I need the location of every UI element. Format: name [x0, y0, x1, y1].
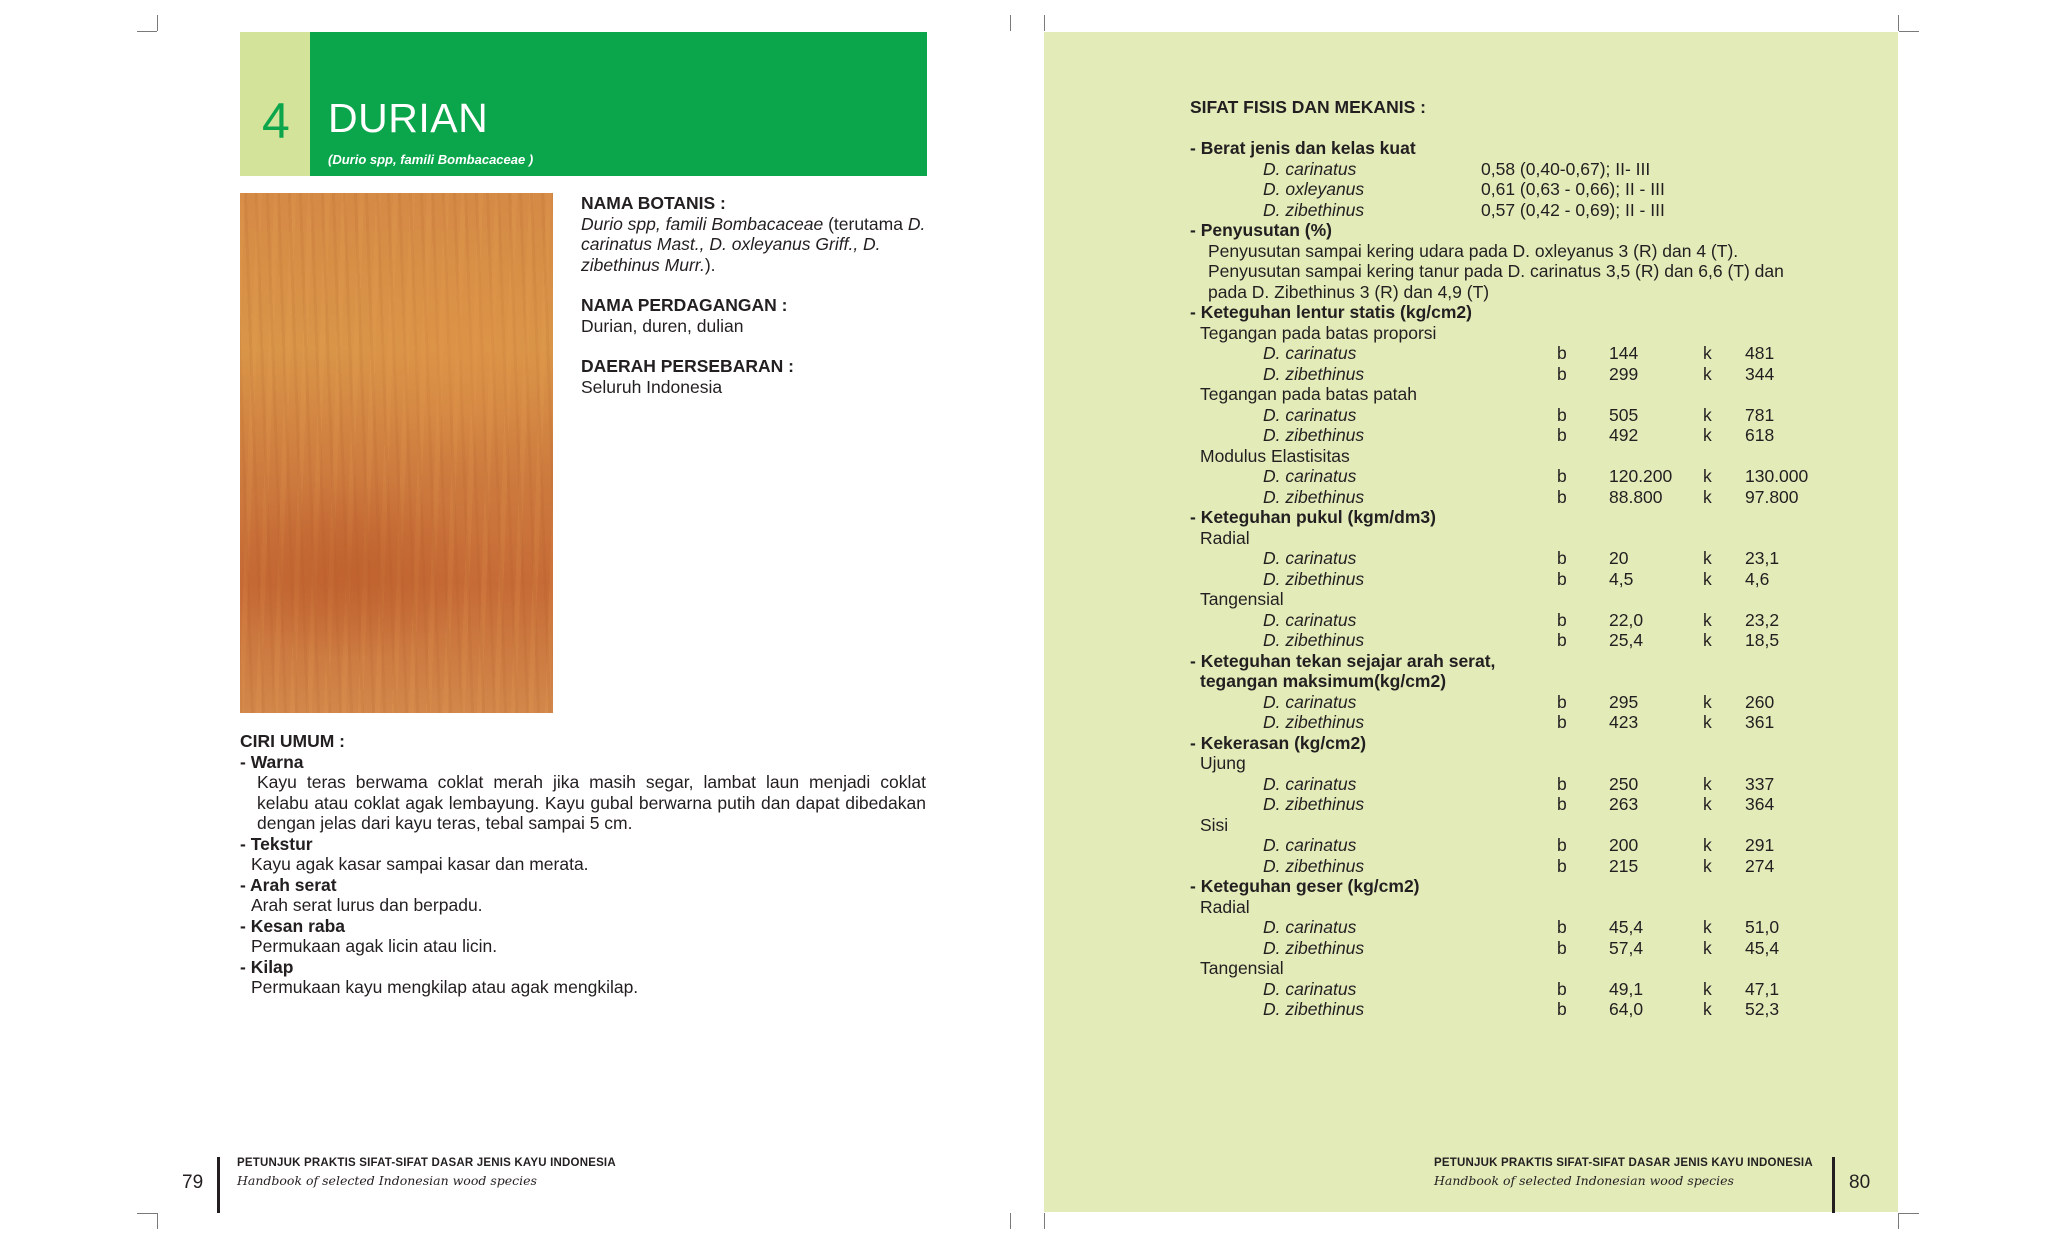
b-value: 299 — [1609, 363, 1639, 384]
species-name: D. carinatus — [1263, 978, 1357, 999]
k-label: k — [1703, 712, 1712, 732]
k-value: 361 — [1745, 712, 1775, 732]
b-value: 215 — [1609, 855, 1639, 876]
species-name: D. carinatus — [1263, 917, 1357, 937]
char-text: Permukaan kayu mengkilap atau agak mengkilap. — [251, 977, 639, 997]
k-label: k — [1703, 609, 1712, 630]
k-label: k — [1703, 691, 1712, 712]
b-label: b — [1557, 773, 1567, 794]
crop-mark — [1044, 1213, 1045, 1229]
density-row — [1190, 179, 1890, 200]
section-title: - Keteguhan tekan sejajar arah serat, — [1190, 650, 1496, 671]
k-label: k — [1703, 794, 1712, 814]
b-value: 423 — [1609, 712, 1639, 732]
char-text: Arah serat lurus dan berpadu. — [251, 895, 483, 915]
b-value: 64,0 — [1609, 999, 1644, 1019]
char-text: Kayu teras berwama coklat merah jika masih segar, lambat laun menjadi coklat kelabu atau coklat agak lembayung. Kayu gubal berwarna putih dan dapat dibedakan dengan jelas dari kayu teras, tebal sampai 5 cm. — [257, 772, 926, 833]
value-row — [1190, 856, 1890, 877]
density-value: 0,61 (0,63 - 0,66); II - III — [1481, 179, 1665, 199]
k-label: k — [1703, 855, 1712, 876]
shrinkage-line: pada D. Zibethinus 3 (R) dan 4,9 (T) — [1208, 281, 1490, 302]
value-row — [1190, 425, 1890, 446]
k-value: 51,0 — [1745, 917, 1780, 937]
char-title: - Kesan raba — [240, 915, 346, 936]
b-label: b — [1557, 343, 1567, 363]
b-value: 120.200 — [1609, 466, 1673, 486]
species-name: D. oxleyanus — [1263, 179, 1365, 199]
value-row — [1190, 774, 1890, 795]
region-value: Seluruh Indonesia — [581, 376, 723, 397]
k-label: k — [1703, 466, 1712, 486]
chapter-title: DURIAN — [328, 95, 489, 141]
k-label: k — [1703, 937, 1712, 958]
value-row — [1190, 794, 1890, 815]
value-row — [1190, 487, 1890, 508]
b-value: 295 — [1609, 691, 1639, 712]
b-value: 492 — [1609, 425, 1639, 445]
b-value: 57,4 — [1609, 937, 1644, 958]
footer-title-right: PETUNJUK PRAKTIS SIFAT-SIFAT DASAR JENIS KAYU INDONESIA — [1434, 1157, 1813, 1169]
botanical-genus: Durio spp, famili Bombacaceae — [581, 213, 824, 234]
k-value: 781 — [1745, 404, 1775, 425]
species-name: D. zibethinus — [1263, 794, 1365, 814]
value-row — [1190, 466, 1890, 487]
k-label: k — [1703, 978, 1712, 999]
species-name: D. zibethinus — [1263, 937, 1365, 958]
species-name: D. carinatus — [1263, 158, 1357, 179]
species-name: D. zibethinus — [1263, 855, 1365, 876]
crop-mark — [157, 1213, 158, 1229]
density-row — [1190, 159, 1890, 180]
species-name: D. zibethinus — [1263, 999, 1365, 1019]
b-value: 20 — [1609, 548, 1629, 568]
section-title-cont: tegangan maksimum(kg/cm2) — [1200, 671, 1447, 691]
b-label: b — [1557, 937, 1567, 958]
k-value: 130.000 — [1745, 466, 1809, 486]
k-label: k — [1703, 568, 1712, 589]
b-label: b — [1557, 978, 1567, 999]
botanical-info — [581, 193, 931, 417]
sub-label: Ujung — [1200, 753, 1246, 773]
b-label: b — [1557, 999, 1567, 1019]
k-value: 274 — [1745, 855, 1775, 876]
value-row — [1190, 405, 1890, 426]
b-label: b — [1557, 691, 1567, 712]
trade-label: NAMA PERDAGANGAN : — [581, 295, 788, 315]
value-row — [1190, 979, 1890, 1000]
species-name: D. zibethinus — [1263, 630, 1365, 650]
b-label: b — [1557, 486, 1567, 507]
char-title: - Arah serat — [240, 874, 337, 895]
b-value: 263 — [1609, 794, 1639, 814]
k-label: k — [1703, 343, 1712, 363]
k-value: 52,3 — [1745, 999, 1780, 1019]
section-title: - Kekerasan (kg/cm2) — [1190, 732, 1367, 753]
chapter-number: 4 — [262, 93, 290, 149]
crop-mark — [1010, 15, 1011, 31]
k-value: 23,1 — [1745, 548, 1780, 568]
k-value: 18,5 — [1745, 630, 1780, 650]
char-title: - Tekstur — [240, 833, 313, 854]
physical-mechanical-properties — [1190, 97, 1890, 1020]
k-value: 618 — [1745, 425, 1775, 445]
shrinkage-line: Penyusutan sampai kering tanur pada D. carinatus 3,5 (R) dan 6,6 (T) dan — [1208, 261, 1784, 281]
sub-label: Tangensial — [1200, 589, 1284, 609]
species-name: D. zibethinus — [1263, 712, 1365, 732]
b-value: 88.800 — [1609, 486, 1663, 507]
value-row — [1190, 343, 1890, 364]
b-value: 505 — [1609, 404, 1639, 425]
crop-mark — [1010, 1213, 1011, 1229]
general-characteristics — [240, 731, 926, 998]
species-name: D. zibethinus — [1263, 199, 1365, 220]
k-value: 337 — [1745, 773, 1775, 794]
char-text: Kayu agak kasar sampai kasar dan merata. — [251, 854, 589, 874]
value-row — [1190, 692, 1890, 713]
section-title: - Keteguhan geser (kg/cm2) — [1190, 876, 1420, 896]
b-label: b — [1557, 609, 1567, 630]
footer-subtitle: Handbook of selected Indonesian wood species — [237, 1173, 537, 1188]
section-title: - Keteguhan lentur statis (kg/cm2) — [1190, 302, 1472, 322]
chapter-subtitle: (Durio spp, famili Bombacaceae ) — [328, 152, 534, 167]
k-label: k — [1703, 835, 1712, 855]
b-label: b — [1557, 363, 1567, 384]
sub-label: Radial — [1200, 896, 1250, 917]
properties-title: SIFAT FISIS DAN MEKANIS : — [1190, 97, 1426, 117]
crop-mark — [1898, 15, 1899, 31]
b-value: 22,0 — [1609, 609, 1644, 630]
k-value: 260 — [1745, 691, 1775, 712]
b-label: b — [1557, 568, 1567, 589]
b-label: b — [1557, 794, 1567, 814]
trade-value: Durian, duren, dulian — [581, 315, 744, 336]
char-title: - Warna — [240, 751, 304, 772]
b-value: 250 — [1609, 773, 1639, 794]
sub-label: Radial — [1200, 527, 1250, 548]
k-value: 481 — [1745, 343, 1775, 363]
crop-mark — [1899, 1213, 1919, 1214]
k-label: k — [1703, 404, 1712, 425]
b-value: 144 — [1609, 343, 1639, 363]
strength-groups — [1190, 302, 1890, 1020]
value-row — [1190, 630, 1890, 651]
species-name: D. zibethinus — [1263, 363, 1365, 384]
species-name: D. carinatus — [1263, 773, 1357, 794]
footer-divider — [217, 1157, 220, 1213]
k-value: 344 — [1745, 363, 1775, 384]
b-label: b — [1557, 548, 1567, 568]
sub-label: Tegangan pada batas patah — [1200, 384, 1417, 404]
footer-title: PETUNJUK PRAKTIS SIFAT-SIFAT DASAR JENIS KAYU INDONESIA — [237, 1157, 616, 1169]
species-name: D. carinatus — [1263, 466, 1357, 486]
sub-label: Tegangan pada batas proporsi — [1200, 322, 1437, 343]
sub-label: Tangensial — [1200, 958, 1284, 978]
botanical-text — [581, 214, 931, 276]
b-value: 25,4 — [1609, 630, 1644, 650]
section-title: - Berat jenis dan kelas kuat — [1190, 138, 1416, 158]
region-label: DAERAH PERSEBARAN : — [581, 356, 794, 376]
b-label: b — [1557, 835, 1567, 855]
species-name: D. zibethinus — [1263, 425, 1365, 445]
char-title: - Kilap — [240, 956, 294, 977]
species-name: D. carinatus — [1263, 691, 1357, 712]
crop-mark — [137, 31, 157, 32]
b-value: 200 — [1609, 835, 1639, 855]
value-row — [1190, 364, 1890, 385]
shrinkage-text — [1190, 241, 1890, 303]
section-title: - Penyusutan (%) — [1190, 220, 1332, 240]
crop-mark — [1899, 31, 1919, 32]
value-row — [1190, 999, 1890, 1020]
species-name: D. carinatus — [1263, 609, 1357, 630]
k-label: k — [1703, 486, 1712, 507]
value-row — [1190, 938, 1890, 959]
section-title: - Keteguhan pukul (kgm/dm3) — [1190, 507, 1436, 527]
page-number-left: 79 — [182, 1172, 204, 1193]
botanical-label: NAMA BOTANIS : — [581, 193, 726, 213]
sub-label: Modulus Elastisitas — [1200, 445, 1350, 466]
shrinkage-line: Penyusutan sampai kering udara pada D. oxleyanus 3 (R) dan 4 (T). — [1208, 240, 1739, 261]
botanical-note: (terutama — [823, 213, 908, 234]
k-value: 97.800 — [1745, 486, 1799, 507]
page-number-right: 80 — [1849, 1172, 1871, 1193]
k-value: 47,1 — [1745, 978, 1780, 999]
b-label: b — [1557, 712, 1567, 732]
char-text: Permukaan agak licin atau licin. — [251, 936, 498, 956]
species-name: D. carinatus — [1263, 835, 1357, 855]
k-label: k — [1703, 999, 1712, 1019]
k-value: 364 — [1745, 794, 1775, 814]
b-value: 49,1 — [1609, 978, 1644, 999]
footer-divider-right — [1832, 1157, 1835, 1213]
k-label: k — [1703, 773, 1712, 794]
k-label: k — [1703, 917, 1712, 937]
k-value: 291 — [1745, 835, 1775, 855]
k-value: 23,2 — [1745, 609, 1780, 630]
k-label: k — [1703, 548, 1712, 568]
value-row — [1190, 610, 1890, 631]
b-label: b — [1557, 404, 1567, 425]
k-label: k — [1703, 425, 1712, 445]
species-name: D. carinatus — [1263, 548, 1357, 568]
botanical-end: ). — [704, 254, 716, 275]
species-name: D. zibethinus — [1263, 568, 1365, 589]
crop-mark — [1898, 1213, 1899, 1229]
value-row — [1190, 569, 1890, 590]
species-name: D. carinatus — [1263, 404, 1357, 425]
crop-mark — [1044, 15, 1045, 31]
b-value: 45,4 — [1609, 917, 1644, 937]
footer-subtitle-right: Handbook of selected Indonesian wood species — [1434, 1173, 1734, 1188]
k-value: 45,4 — [1745, 937, 1780, 958]
sub-label: Sisi — [1200, 814, 1229, 835]
b-label: b — [1557, 917, 1567, 937]
density-value: 0,57 (0,42 - 0,69); II - III — [1481, 199, 1665, 220]
species-name: D. zibethinus — [1263, 486, 1365, 507]
density-row — [1190, 200, 1890, 221]
crop-mark — [137, 1213, 157, 1214]
crop-mark — [157, 15, 158, 31]
general-label: CIRI UMUM : — [240, 731, 345, 751]
value-row — [1190, 548, 1890, 569]
b-label: b — [1557, 630, 1567, 650]
value-row — [1190, 917, 1890, 938]
k-label: k — [1703, 630, 1712, 650]
value-row — [1190, 712, 1890, 733]
k-value: 4,6 — [1745, 568, 1770, 589]
b-label: b — [1557, 425, 1567, 445]
value-row — [1190, 835, 1890, 856]
b-label: b — [1557, 855, 1567, 876]
botanical-species: D. carinatus Mast., D. oxleyanus Griff., D. zibethinus Murr. — [581, 213, 926, 275]
b-label: b — [1557, 466, 1567, 486]
density-value: 0,58 (0,40-0,67); II- III — [1481, 158, 1651, 179]
b-value: 4,5 — [1609, 568, 1634, 589]
species-name: D. carinatus — [1263, 343, 1357, 363]
k-label: k — [1703, 363, 1712, 384]
wood-sample-image — [240, 193, 553, 713]
